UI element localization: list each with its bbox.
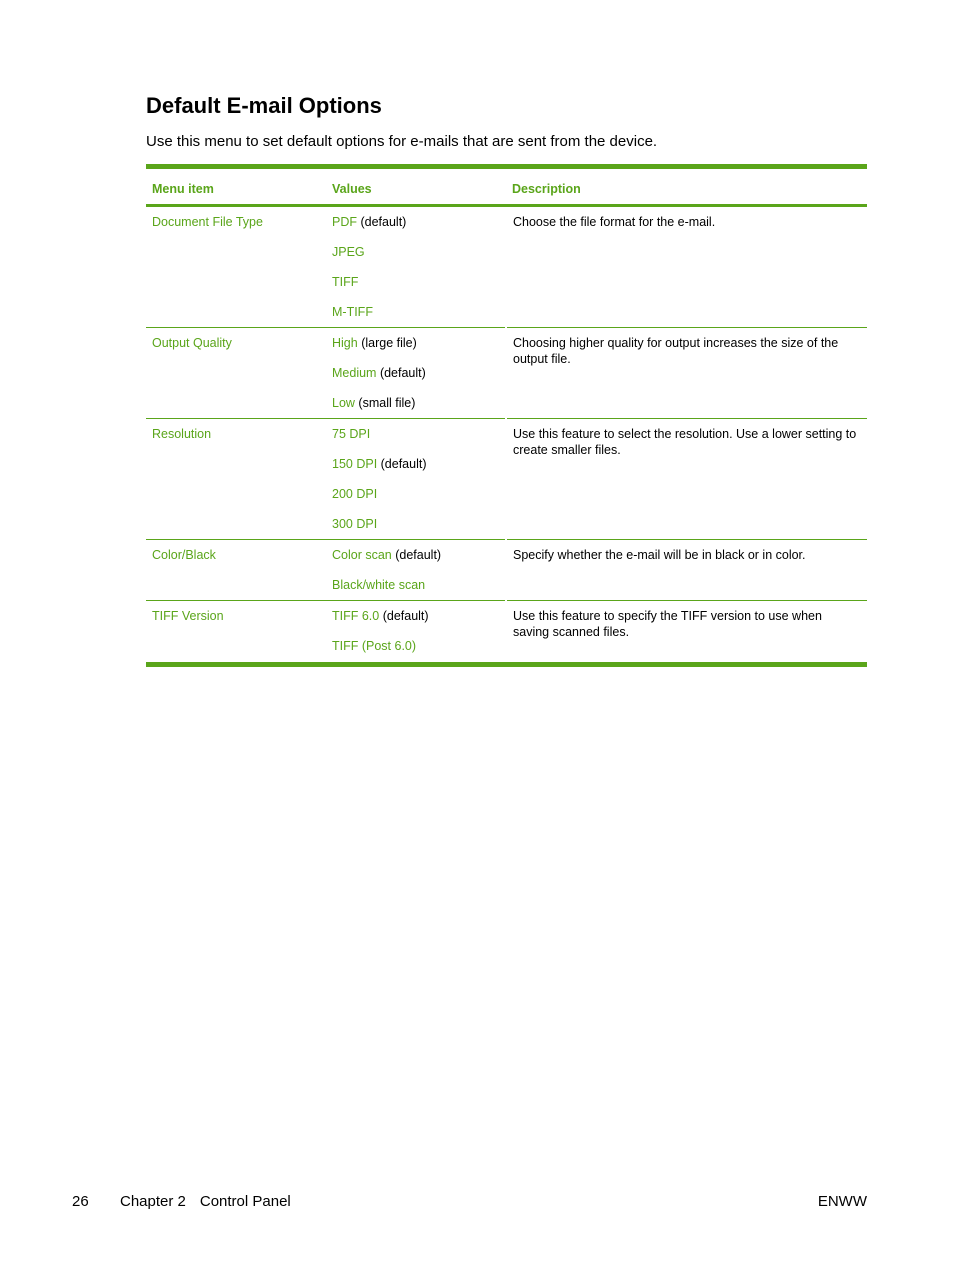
values-cell xyxy=(326,419,506,540)
value-option: Low xyxy=(332,396,355,410)
menu-item-label: Document File Type xyxy=(152,215,263,229)
menu-item-cell xyxy=(146,540,326,601)
description-cell: Choosing higher quality for output increases the size of the output file. xyxy=(506,328,867,419)
table-header-row xyxy=(146,167,867,206)
menu-item-label: Color/Black xyxy=(152,548,216,562)
menu-item-cell xyxy=(146,328,326,419)
table-bottom-rule xyxy=(146,665,867,668)
page-title: Default E-mail Options xyxy=(146,93,382,118)
header-description: Description xyxy=(506,167,867,206)
value-note: (default) xyxy=(376,366,426,380)
footer-chapter: Chapter 2 xyxy=(120,1193,186,1210)
values-cell xyxy=(326,540,506,601)
description-cell: Specify whether the e-mail will be in black or in color. xyxy=(506,540,867,601)
header-menu-item: Menu item xyxy=(146,167,326,206)
menu-item-label: TIFF Version xyxy=(152,609,224,623)
value-option: M-TIFF xyxy=(332,305,373,319)
value-line xyxy=(332,365,499,381)
values-cell xyxy=(326,328,506,419)
description-cell: Choose the file format for the e-mail. xyxy=(506,206,867,328)
value-note: (default) xyxy=(377,457,427,471)
footer-section: Control Panel xyxy=(199,1193,291,1210)
value-note: (small file) xyxy=(354,396,416,410)
value-line xyxy=(332,395,499,411)
value-option: Black/white scan xyxy=(332,578,426,592)
values-cell xyxy=(326,601,506,665)
menu-item-label: Output Quality xyxy=(152,336,232,350)
value-note: (large file) xyxy=(357,336,417,350)
value-option: 75 DPI xyxy=(332,427,371,441)
value-line xyxy=(332,335,499,351)
value-line xyxy=(332,456,499,472)
menu-item-label: Resolution xyxy=(152,427,212,441)
page-number: 26 xyxy=(72,1193,89,1210)
value-line xyxy=(332,244,499,260)
value-line xyxy=(332,304,499,320)
email-options-table xyxy=(146,164,867,667)
value-line xyxy=(332,274,499,290)
value-line xyxy=(332,638,499,654)
menu-item-cell xyxy=(146,206,326,328)
page-footer-right: ENWW xyxy=(817,1193,867,1210)
description-cell: Use this feature to specify the TIFF version to use when saving scanned files. xyxy=(506,601,867,665)
value-option: TIFF (Post 6.0) xyxy=(332,639,417,653)
value-option: PDF xyxy=(332,215,357,229)
value-line xyxy=(332,608,499,624)
value-option: TIFF xyxy=(332,275,359,289)
menu-item-cell xyxy=(146,601,326,665)
intro-text: Use this menu to set default options for e-mails that are sent from the device. xyxy=(146,133,658,150)
value-note: (default) xyxy=(391,548,442,562)
value-option: Medium xyxy=(332,366,377,380)
value-option: 200 DPI xyxy=(332,487,378,501)
value-option: TIFF 6.0 xyxy=(332,609,380,623)
value-line xyxy=(332,486,499,502)
value-option: High xyxy=(332,336,358,350)
page-footer-left xyxy=(72,1192,291,1212)
table-row xyxy=(146,328,867,419)
value-note: (default) xyxy=(357,215,407,229)
values-cell xyxy=(326,206,506,328)
value-option: 300 DPI xyxy=(332,517,378,531)
value-line xyxy=(332,547,499,563)
menu-item-cell xyxy=(146,419,326,540)
value-option: 150 DPI xyxy=(332,457,378,471)
value-note: (default) xyxy=(379,609,429,623)
table-row xyxy=(146,206,867,328)
table-row xyxy=(146,601,867,665)
value-line xyxy=(332,516,499,532)
header-values: Values xyxy=(326,167,506,206)
value-option: JPEG xyxy=(332,245,365,259)
value-line xyxy=(332,577,499,593)
table-row xyxy=(146,419,867,540)
table-row xyxy=(146,540,867,601)
value-option: Color scan xyxy=(332,548,392,562)
value-line xyxy=(332,214,499,230)
value-line xyxy=(332,426,499,442)
description-cell: Use this feature to select the resolution. Use a lower setting to create smaller files. xyxy=(506,419,867,540)
